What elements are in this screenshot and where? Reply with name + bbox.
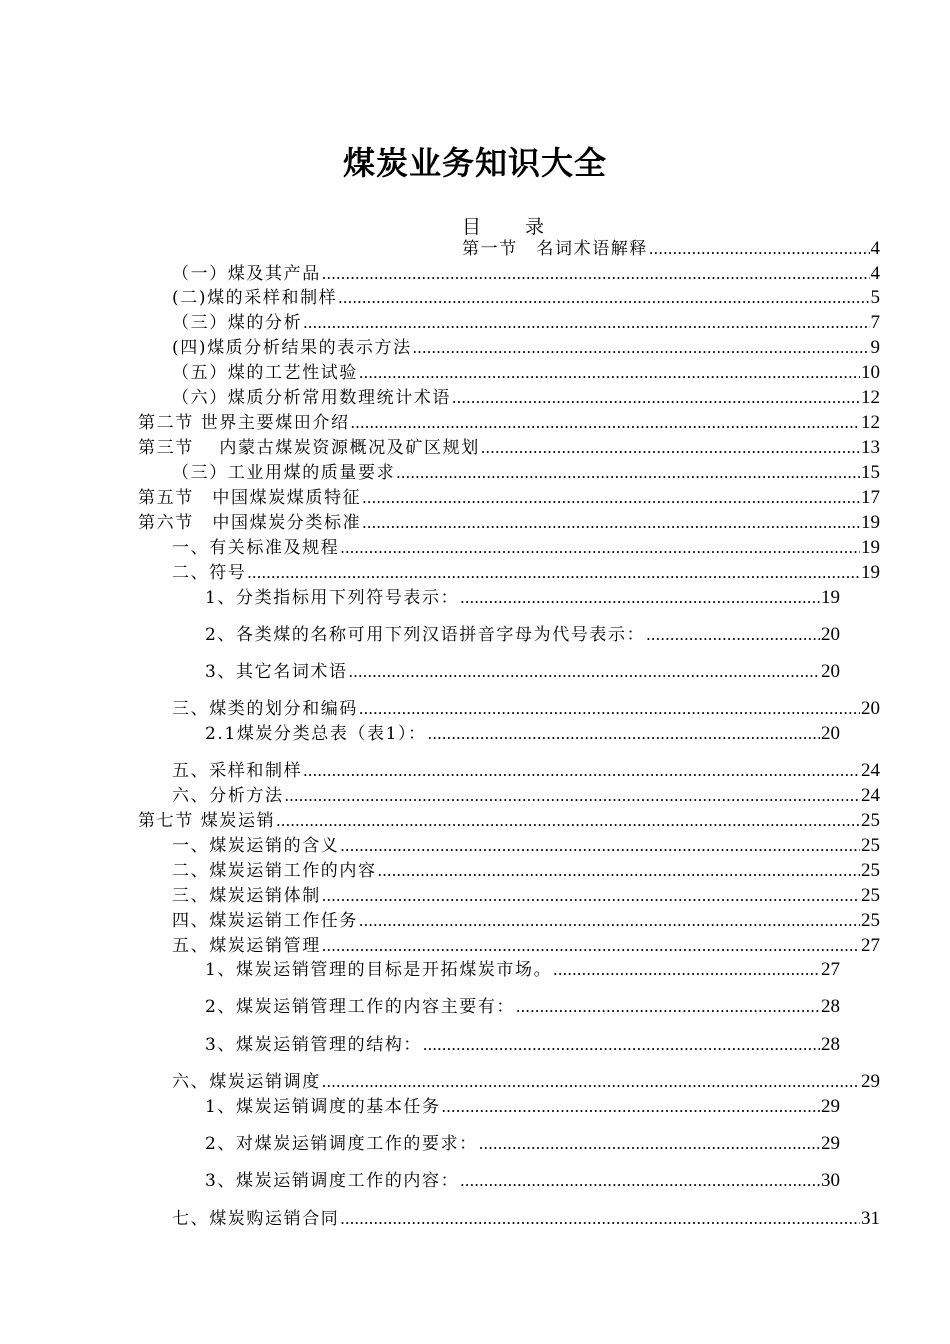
toc-entry[interactable]: [172, 934, 880, 958]
toc-entry-page-number: 31: [861, 1208, 880, 1229]
toc-dot-leader: [442, 1095, 820, 1119]
toc-entry-page-number: 7: [870, 312, 880, 333]
toc-dot-leader: [322, 262, 870, 286]
toc-entry-page-number: 28: [821, 1034, 840, 1055]
toc-entry[interactable]: [172, 361, 880, 385]
toc-entry-title: 3、煤炭运销管理的结构：: [205, 1035, 423, 1055]
toc-entry-title: 五、采样和制样: [172, 761, 303, 781]
toc-entry-page-number: 24: [861, 785, 880, 806]
toc-dot-leader: [247, 561, 860, 585]
toc-entry-page-number: 9: [870, 337, 880, 358]
toc-entry-page-number: 19: [821, 587, 840, 608]
toc-entry-page-number: 20: [821, 624, 840, 645]
toc-dot-leader: [276, 809, 860, 833]
document-title: 煤炭业务知识大全: [342, 144, 607, 182]
toc-entry-page-number: 5: [870, 287, 880, 308]
toc-entry-page-number: 29: [821, 1133, 840, 1154]
toc-entry[interactable]: [138, 486, 880, 510]
toc-entry[interactable]: [138, 436, 880, 460]
toc-entry-page-number: 20: [861, 698, 880, 719]
toc-entry-title: 第二节 世界主要煤田介绍: [138, 413, 350, 433]
toc-entry-title: （六）煤质分析常用数理统计术语: [172, 388, 451, 408]
toc-entry[interactable]: [205, 1169, 840, 1193]
toc-entry-title: 3、煤炭运销调度工作的内容：: [205, 1171, 460, 1191]
toc-dot-leader: [359, 909, 860, 933]
toc-entry-title: 2、对煤炭运销调度工作的要求：: [205, 1134, 478, 1154]
toc-entry-title: 2、煤炭运销管理工作的内容主要有：: [205, 997, 516, 1017]
toc-entry[interactable]: [205, 660, 840, 684]
toc-entry-title: 第五节 中国煤炭煤质特征: [138, 488, 362, 508]
toc-dot-leader: [460, 1169, 820, 1193]
toc-entry-title: （五）煤的工艺性试验: [172, 363, 358, 383]
toc-entry[interactable]: [172, 834, 880, 858]
toc-entry-title: （三）工业用煤的质量要求: [172, 463, 396, 483]
toc-entry-page-number: 12: [861, 412, 880, 433]
toc-entry[interactable]: [172, 336, 880, 360]
toc-entry-title: 六、煤炭运销调度: [172, 1072, 321, 1092]
toc-entry-page-number: 15: [861, 462, 880, 483]
toc-entry-page-number: 12: [861, 387, 880, 408]
toc-entry-page-number: 25: [861, 835, 880, 856]
toc-entry[interactable]: [138, 511, 880, 535]
toc-dot-leader: [553, 958, 820, 982]
toc-dot-leader: [359, 361, 860, 385]
toc-dot-leader: [423, 1033, 820, 1057]
toc-entry-page-number: 4: [870, 238, 880, 259]
toc-entry[interactable]: [138, 809, 880, 833]
toc-entry-page-number: 25: [861, 885, 880, 906]
toc-dot-leader: [413, 336, 870, 360]
toc-dot-leader: [481, 436, 860, 460]
toc-entry-page-number: 25: [861, 860, 880, 881]
toc-entry[interactable]: [205, 586, 840, 610]
toc-entry[interactable]: [205, 958, 840, 982]
toc-dot-leader: [396, 461, 860, 485]
toc-entry[interactable]: [172, 884, 880, 908]
toc-entry-page-number: 20: [821, 723, 840, 744]
toc-entry-title: 三、煤炭运销体制: [172, 886, 321, 906]
toc-entry-title: 二、符号: [172, 563, 247, 583]
toc-entry-page-number: 27: [821, 959, 840, 980]
toc-entry[interactable]: [172, 784, 880, 808]
toc-entry-page-number: 17: [861, 487, 880, 508]
toc-dot-leader: [362, 511, 860, 535]
toc-entry[interactable]: [172, 286, 880, 310]
toc-dot-leader: [359, 697, 860, 721]
toc-entry-title: 1、分类指标用下列符号表示：: [205, 588, 460, 608]
toc-dot-leader: [349, 660, 820, 684]
toc-dot-leader: [322, 884, 860, 908]
toc-entry[interactable]: [205, 1095, 840, 1119]
toc-entry[interactable]: [205, 1033, 840, 1057]
toc-entry-page-number: 29: [821, 1096, 840, 1117]
toc-entry[interactable]: [172, 311, 880, 335]
toc-entry-page-number: 19: [861, 562, 880, 583]
toc-dot-leader: [340, 1207, 860, 1231]
toc-entry[interactable]: [205, 995, 840, 1019]
toc-entry-title: 第一节 名词术语解释: [462, 239, 648, 259]
toc-dot-leader: [351, 411, 860, 435]
toc-entry-title: 一、煤炭运销的含义: [172, 836, 340, 856]
toc-entry[interactable]: [205, 623, 840, 647]
toc-entry-title: 第三节 内蒙古煤炭资源概况及矿区规划: [138, 438, 480, 458]
toc-dot-leader: [479, 1132, 820, 1156]
toc-dot-leader: [428, 722, 820, 746]
toc-entry-title: 2.1煤炭分类总表（表1）：: [205, 724, 427, 744]
toc-entry[interactable]: [172, 536, 880, 560]
toc-entry[interactable]: [172, 561, 880, 585]
toc-entry-page-number: 20: [821, 661, 840, 682]
toc-entry[interactable]: [172, 697, 880, 721]
toc-entry-page-number: 27: [861, 935, 880, 956]
toc-entry-title: 2、各类煤的名称可用下列汉语拼音字母为代号表示：: [205, 625, 646, 645]
toc-dot-leader: [303, 759, 860, 783]
toc-dot-leader: [378, 859, 860, 883]
toc-dot-leader: [338, 286, 869, 310]
toc-entry-page-number: 29: [861, 1071, 880, 1092]
toc-entry[interactable]: [172, 859, 880, 883]
toc-entry-title: (四)煤质分析结果的表示方法: [172, 338, 412, 358]
toc-entry-page-number: 13: [861, 437, 880, 458]
toc-entry-title: （一）煤及其产品: [172, 264, 321, 284]
toc-entry[interactable]: [205, 722, 840, 746]
toc-entry[interactable]: [172, 461, 880, 485]
toc-dot-leader: [340, 834, 860, 858]
toc-dot-leader: [362, 486, 860, 510]
toc-entry-title: （三）煤的分析: [172, 313, 303, 333]
toc-entry-page-number: 24: [861, 760, 880, 781]
toc-entry[interactable]: [172, 386, 880, 410]
toc-entry[interactable]: [462, 237, 880, 261]
toc-entry-title: 四、煤炭运销工作任务: [172, 911, 358, 931]
toc-entry-page-number: 19: [861, 512, 880, 533]
toc-dot-leader: [322, 1070, 860, 1094]
toc-dot-leader: [340, 536, 860, 560]
toc-entry-page-number: 19: [861, 537, 880, 558]
toc-entry-title: 五、煤炭运销管理: [172, 936, 321, 956]
toc-entry-title: 第七节 煤炭运销: [138, 811, 276, 831]
toc-dot-leader: [646, 623, 820, 647]
toc-entry-title: 三、煤类的划分和编码: [172, 699, 358, 719]
toc-entry-title: 1、煤炭运销管理的目标是开拓煤炭市场。: [205, 960, 553, 980]
toc-dot-leader: [516, 995, 820, 1019]
toc-entry-title: (二)煤的采样和制样: [172, 288, 338, 308]
toc-entry[interactable]: [172, 759, 880, 783]
toc-entry-title: 七、煤炭购运销合同: [172, 1209, 340, 1229]
toc-entry-page-number: 30: [821, 1170, 840, 1191]
toc-entry-page-number: 28: [821, 996, 840, 1017]
toc-entry[interactable]: [172, 1207, 880, 1231]
toc-entry[interactable]: [172, 1070, 880, 1094]
toc-entry-title: 一、有关标准及规程: [172, 538, 340, 558]
toc-dot-leader: [452, 386, 860, 410]
toc-entry[interactable]: [172, 262, 880, 286]
toc-entry-title: 二、煤炭运销工作的内容: [172, 861, 377, 881]
toc-entry-title: 第六节 中国煤炭分类标准: [138, 513, 362, 533]
toc-entry[interactable]: [205, 1132, 840, 1156]
toc-entry[interactable]: [172, 909, 880, 933]
toc-entry-page-number: 25: [861, 910, 880, 931]
toc-dot-leader: [322, 934, 860, 958]
toc-entry-title: 六、分析方法: [172, 786, 284, 806]
toc-dot-leader: [460, 586, 820, 610]
toc-entry-page-number: 25: [861, 810, 880, 831]
toc-entry-title: 1、煤炭运销调度的基本任务: [205, 1097, 441, 1117]
toc-entry-page-number: 10: [861, 362, 880, 383]
toc-dot-leader: [303, 311, 869, 335]
toc-entry-title: 3、其它名词术语: [205, 662, 348, 682]
toc-heading: 目 录: [462, 216, 547, 238]
toc-dot-leader: [649, 237, 870, 261]
toc-dot-leader: [285, 784, 860, 808]
toc-entry[interactable]: [138, 411, 880, 435]
toc-entry-page-number: 4: [870, 263, 880, 284]
